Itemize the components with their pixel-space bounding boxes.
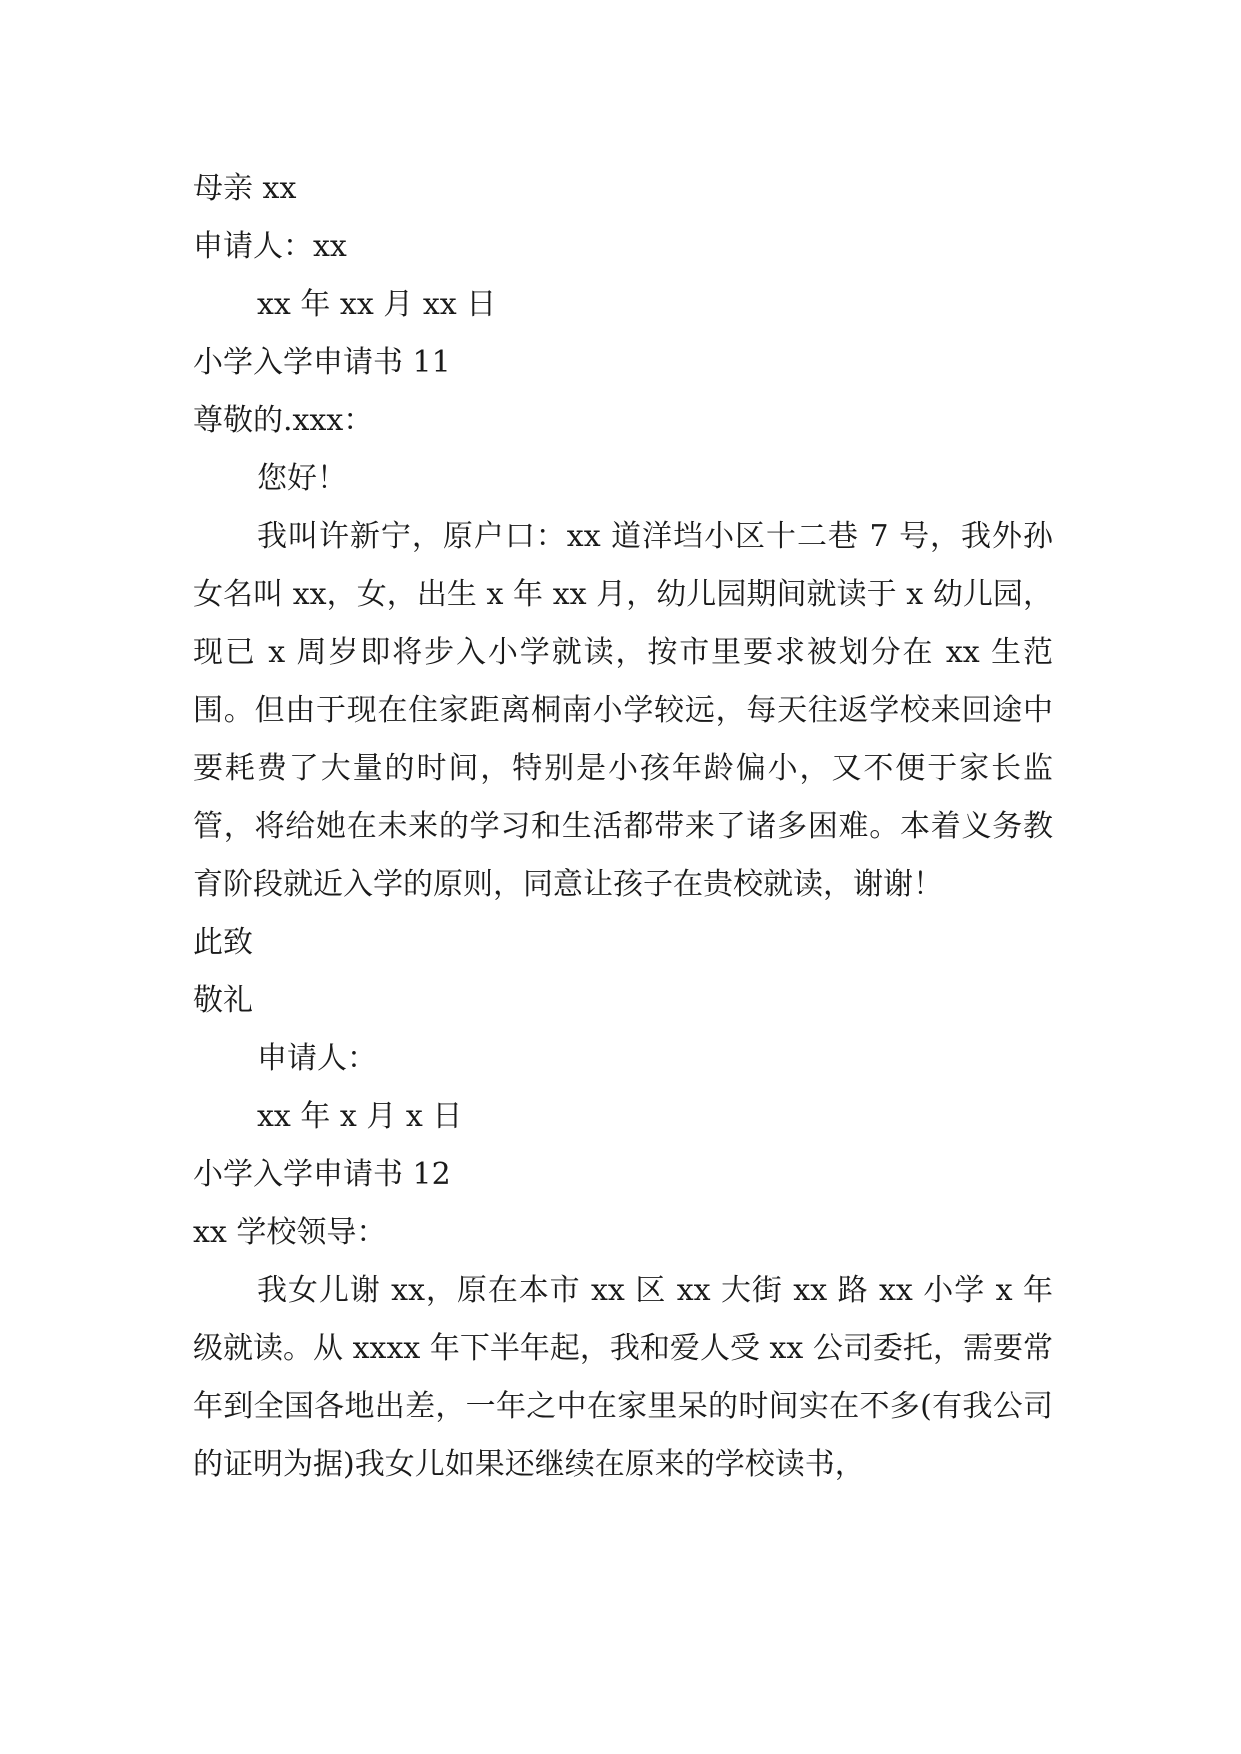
letter11-body: 我叫许新宁，原户口：xx 道洋垱小区十二巷 7 号，我外孙女名叫 xx，女，出生 x 年 xx 月，幼儿园期间就读于 x 幼儿园，现已 x 周岁即将步入小学就读，按市里要求被划分在 xx 生范围。但由于现在住家距离桐南小学较远，每天往返学校来回途中要耗费了大量的时间，特别是小孩年龄偏小，又不便于家长监管，将给她在未来的学习和生活都带来了诸多困难。本着义务教育阶段就近入学的原则，同意让孩子在贵校就读，谢谢！	[193, 519, 1053, 902]
mother-line: 母亲 xx	[193, 171, 297, 206]
letter11-salutation: 尊敬的.xxx：	[193, 403, 374, 438]
letter11-closing-2: 敬礼	[193, 983, 253, 1018]
letter11-signature: 申请人：	[257, 1041, 377, 1076]
letter11-greeting: 您好！	[257, 461, 347, 496]
applicant-line: 申请人：xx	[193, 229, 347, 264]
letter12-title: 小学入学申请书 12	[193, 1157, 451, 1192]
letter11-date: xx 年 x 月 x 日	[257, 1099, 463, 1134]
document-content	[193, 160, 1053, 1494]
letter11-title: 小学入学申请书 11	[193, 345, 451, 380]
letter12-body: 我女儿谢 xx，原在本市 xx 区 xx 大街 xx 路 xx 小学 x 年级就读。从 xxxx 年下半年起，我和爱人受 xx 公司委托，需要常年到全国各地出差，一年之中在家里呆的时间实在不多(有我公司的证明为据)我女儿如果还继续在原来的学校读书，	[193, 1273, 1053, 1482]
letter11-closing-1: 此致	[193, 925, 253, 960]
letter12-salutation: xx 学校领导：	[193, 1215, 387, 1250]
date-line: xx 年 xx 月 xx 日	[257, 287, 497, 322]
